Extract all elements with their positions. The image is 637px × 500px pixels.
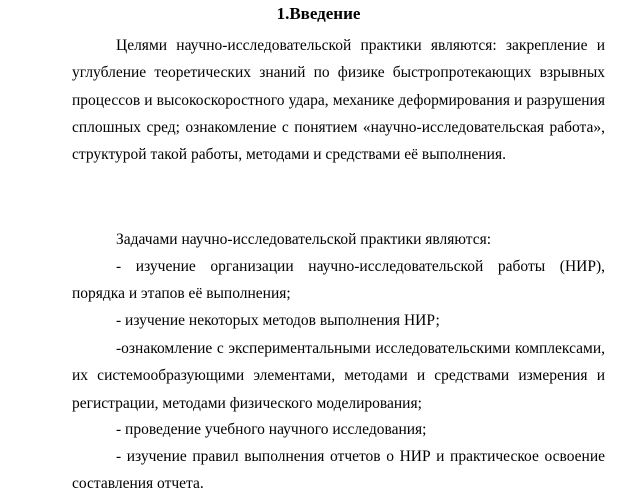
- task-item-complexes: -ознакомление с экспериментальными исследовательскими комплексами, их системообразующими элементами, методами и средствами измерения и регистрации, методами физического моделирования;: [72, 340, 605, 412]
- task-item-organization: - изучение организации научно-исследовательской работы (НИР), порядка и этапов её выполнения;: [72, 258, 605, 303]
- task-item-methods: - изучение некоторых методов выполнения НИР;: [116, 312, 440, 329]
- task-item-report: - изучение правил выполнения отчетов о НИР и практическое освоение составления отчета.: [72, 448, 605, 493]
- tasks-heading: Задачами научно-исследовательской практики являются:: [116, 231, 492, 248]
- intro-paragraph: Целями научно-исследовательской практики являются: закрепление и углубление теоретических знаний по физике быстропротекающих взрывных процессов и высокоскоростного удара, механике деформирования и разрушения сплошных сред; ознакомление с понятием «научно-исследовательская работа», структурой такой работы, методами и средствами её выполнения.: [72, 37, 605, 164]
- section-title: 1.Введение: [276, 4, 361, 23]
- task-item-research: - проведение учебного научного исследования;: [116, 421, 427, 438]
